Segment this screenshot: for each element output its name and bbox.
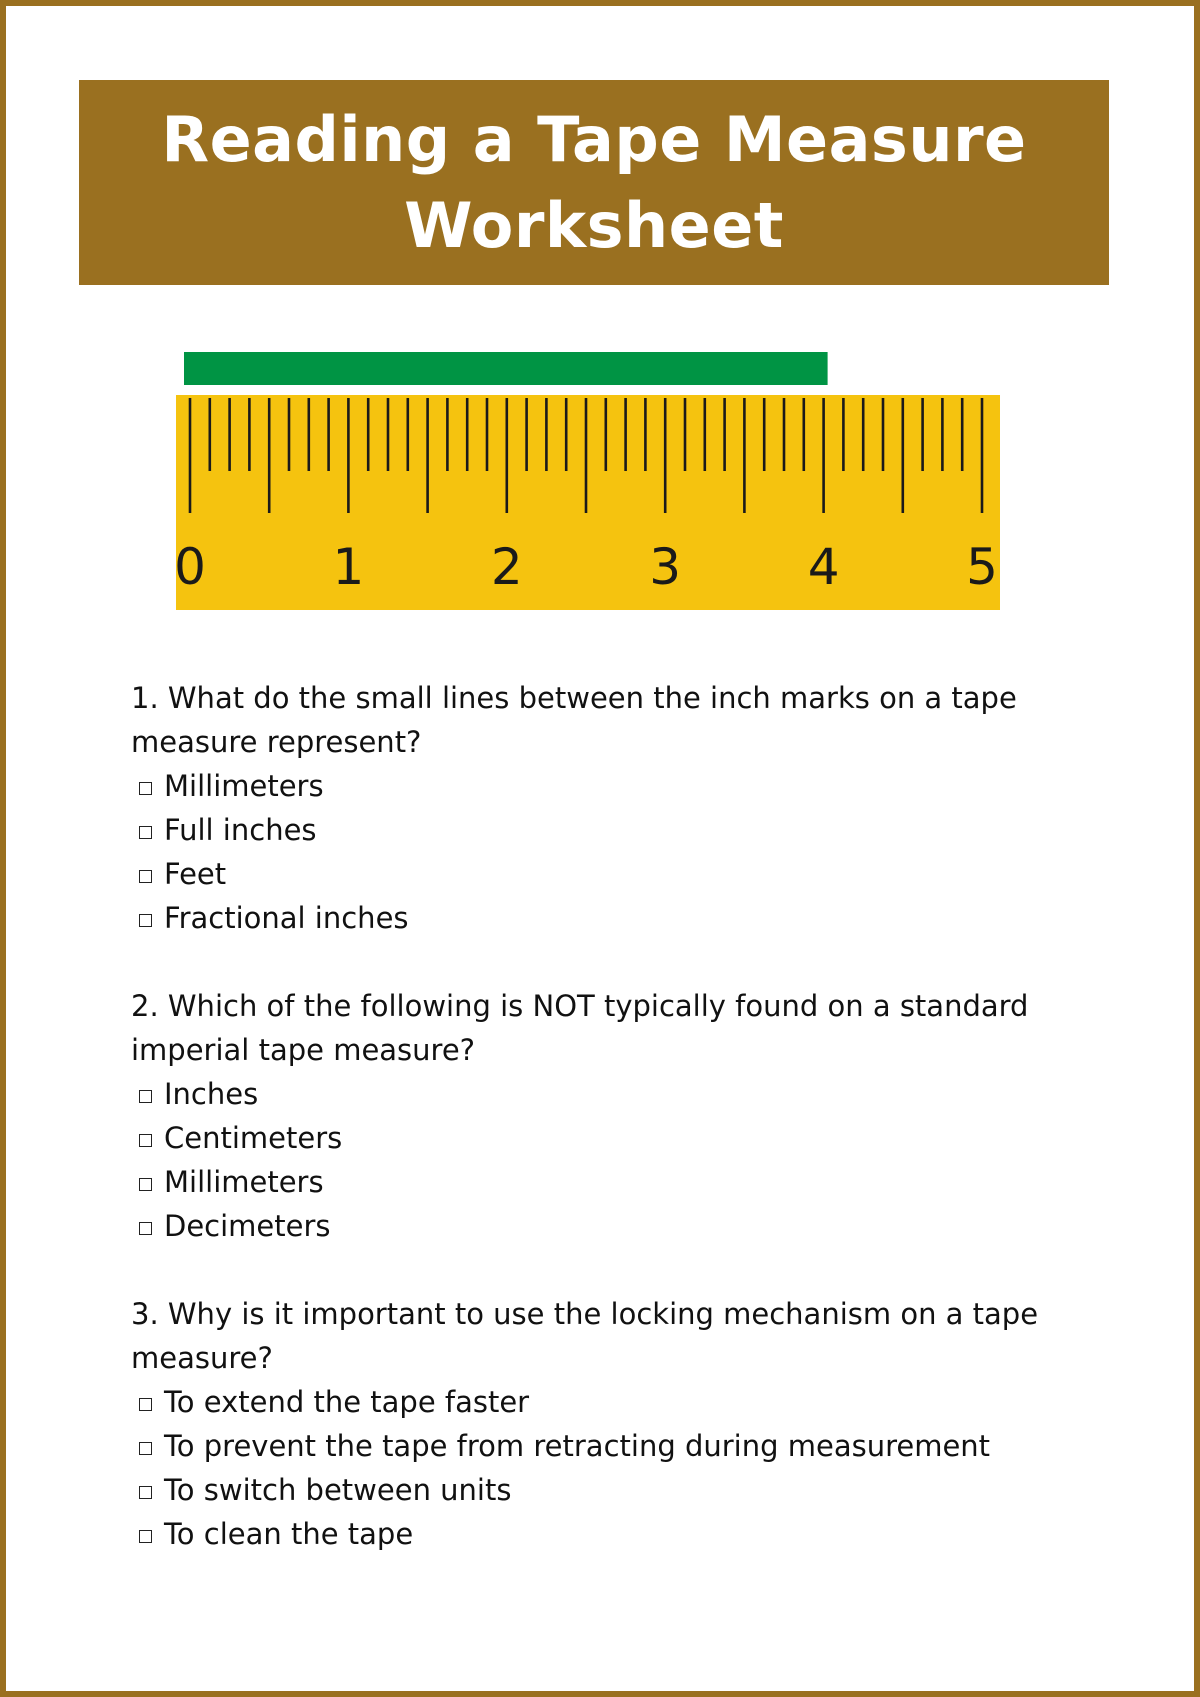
question-prompt: 2. Which of the following is NOT typically found on a standard imperial tape measure?: [131, 989, 1029, 1067]
question-prompt: 1. What do the small lines between the inch marks on a tape measure represent?: [131, 681, 1017, 759]
option-label: Feet: [164, 857, 227, 891]
option-item[interactable]: [131, 764, 1131, 808]
questions-section: [131, 676, 1131, 1600]
checkbox-icon[interactable]: [139, 1442, 152, 1455]
checkbox-icon[interactable]: [139, 782, 152, 795]
option-item[interactable]: [131, 1160, 1131, 1204]
checkbox-icon[interactable]: [139, 1090, 152, 1103]
measured-length-bar: [184, 352, 828, 385]
checkbox-icon[interactable]: [139, 1178, 152, 1191]
option-item[interactable]: [131, 1204, 1131, 1248]
question-prompt: 3. Why is it important to use the locking mechanism on a tape measure?: [131, 1297, 1039, 1375]
option-item[interactable]: [131, 1116, 1131, 1160]
options-list: [131, 1072, 1131, 1248]
checkbox-icon[interactable]: [139, 914, 152, 927]
option-item[interactable]: [131, 1512, 1131, 1556]
option-item[interactable]: [131, 1424, 1131, 1468]
option-label: To switch between units: [164, 1473, 512, 1507]
tape-measure-illustration: [0, 0, 1200, 640]
option-item[interactable]: [131, 852, 1131, 896]
ruler-label: 0: [174, 538, 206, 596]
options-list: [131, 1380, 1131, 1556]
option-label: To prevent the tape from retracting during measurement: [164, 1429, 991, 1463]
title-line-1: Reading a Tape Measure: [161, 102, 1027, 176]
tape-body: [176, 395, 1000, 610]
checkbox-icon[interactable]: [139, 1134, 152, 1147]
ruler-label: 1: [332, 538, 365, 596]
option-label: To clean the tape: [164, 1517, 414, 1551]
option-label: Centimeters: [164, 1121, 343, 1155]
ruler-label: 5: [966, 538, 998, 596]
option-item[interactable]: [131, 896, 1131, 940]
ruler-label: 2: [490, 538, 523, 596]
ruler-label: 3: [649, 538, 682, 596]
checkbox-icon[interactable]: [139, 826, 152, 839]
option-item[interactable]: [131, 1072, 1131, 1116]
checkbox-icon[interactable]: [139, 870, 152, 883]
question-1: [131, 676, 1131, 940]
checkbox-icon[interactable]: [139, 1398, 152, 1411]
option-item[interactable]: [131, 1380, 1131, 1424]
question-3: [131, 1292, 1131, 1556]
option-label: Fractional inches: [164, 901, 409, 935]
option-label: Full inches: [164, 813, 317, 847]
option-item[interactable]: [131, 1468, 1131, 1512]
option-label: Decimeters: [164, 1209, 331, 1243]
checkbox-icon[interactable]: [139, 1530, 152, 1543]
option-label: To extend the tape faster: [164, 1385, 530, 1419]
option-item[interactable]: [131, 808, 1131, 852]
checkbox-icon[interactable]: [139, 1486, 152, 1499]
option-label: Millimeters: [164, 1165, 324, 1199]
options-list: [131, 764, 1131, 940]
option-label: Inches: [164, 1077, 259, 1111]
question-2: [131, 984, 1131, 1248]
title-line-2: Worksheet: [404, 188, 784, 262]
option-label: Millimeters: [164, 769, 324, 803]
checkbox-icon[interactable]: [139, 1222, 152, 1235]
ruler-label: 4: [807, 538, 840, 596]
